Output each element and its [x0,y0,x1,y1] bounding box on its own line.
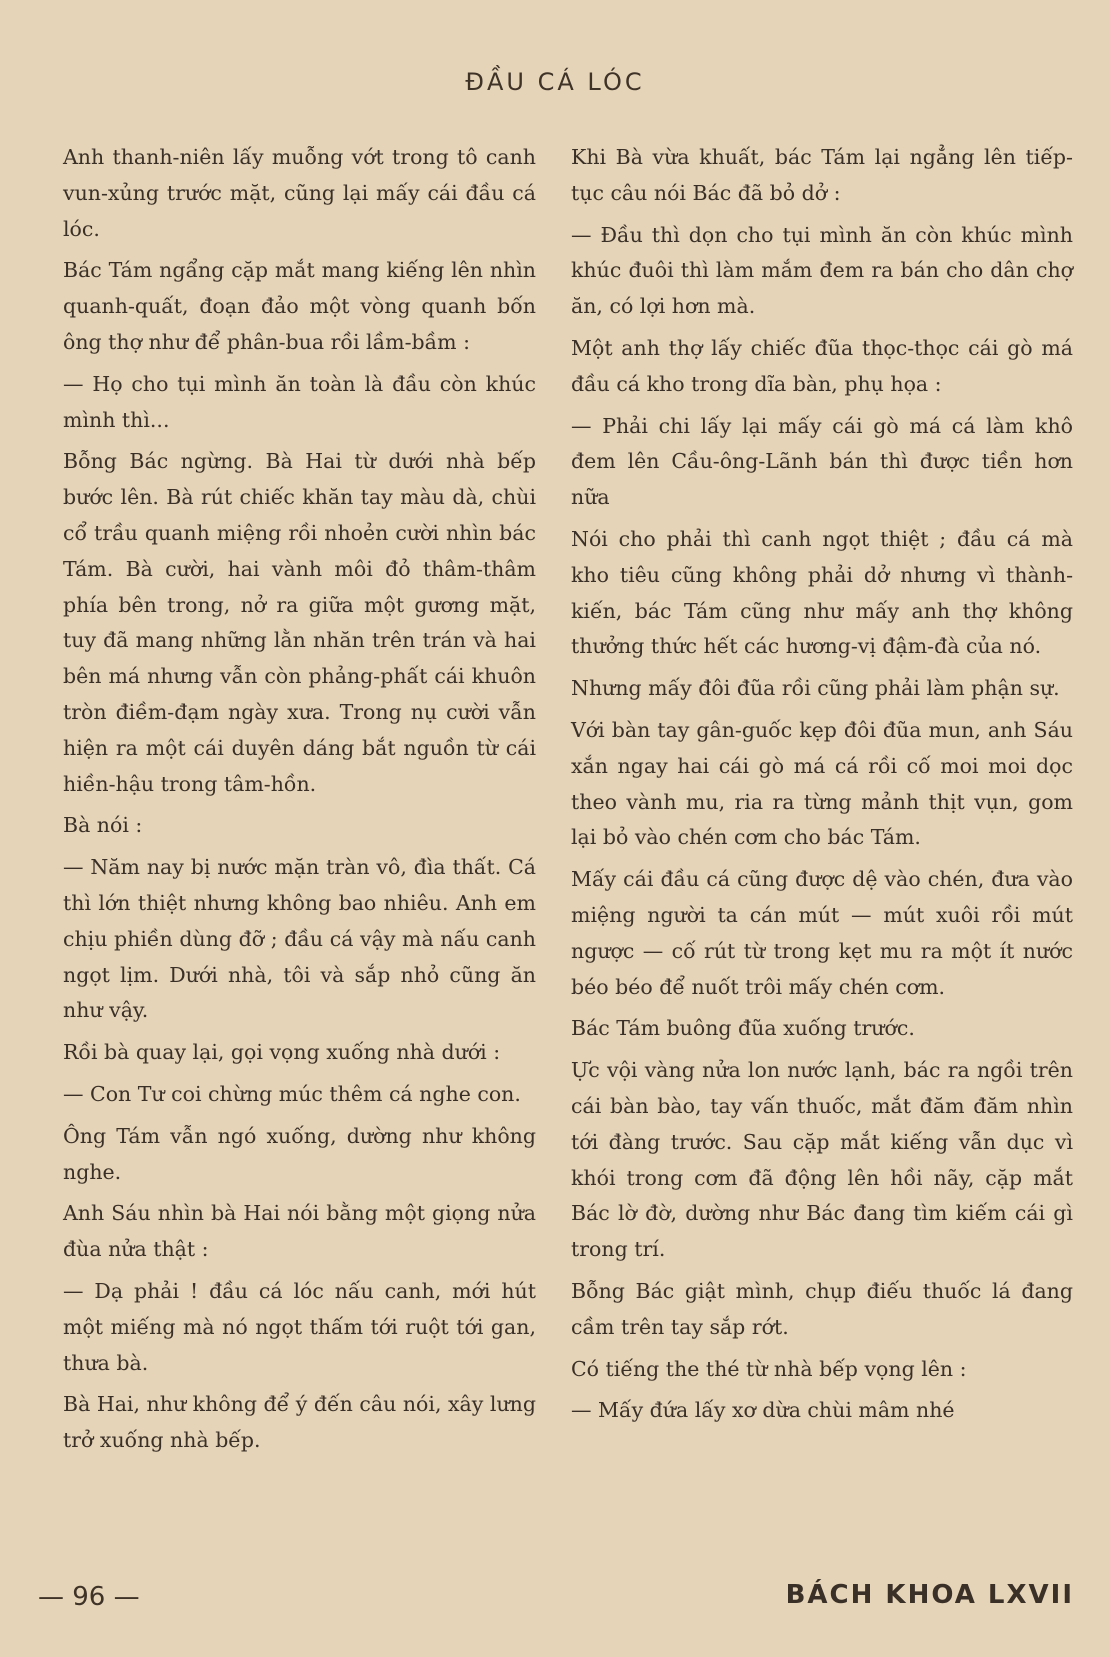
paragraph: Nhưng mấy đôi đũa rồi cũng phải làm phận sự. [571,676,1060,701]
paragraph: Bỗng Bác ngừng. Bà Hai từ dưới nhà bếp bước lên. Bà rút chiếc khăn tay màu dà, chùi cổ trầu quanh miệng rồi nhoẻn cười nhìn bác Tám. Bà cười, hai vành môi đỏ thâm-thâm phía bên trong, nở ra giữa một gương mặt, tuy đã mang những lằn nhăn trên trán và hai bên má nhưng vẫn còn phảng-phất cái khuôn tròn điềm-đạm ngày xưa. Trong nụ cười vẫn hiện ra một cái duyên dáng bắt nguồn từ cái hiền-hậu trong tâm-hồn. [63,449,536,796]
right-column [571,140,1073,1435]
page-number: — 96 — [38,1582,140,1612]
paragraph: Bà nói : [63,813,143,838]
paragraph: Bác Tám buông đũa xuống trước. [571,1016,915,1041]
paragraph: Với bàn tay gân-guốc kẹp đôi đũa mun, anh Sáu xắn ngay hai cái gò má cá rồi cố moi moi dọc theo vành mu, ria ra từng mảnh thịt vụn, gom lại bỏ vào chén cơm cho bác Tám. [571,717,1073,850]
left-column [63,140,536,1465]
paragraph: Ông Tám vẫn ngó xuống, dường như không nghe. [63,1123,536,1184]
paragraph: — Năm nay bị nước mặn tràn vô, đìa thất. Cá thì lớn thiệt nhưng không bao nhiêu. Anh em chịu phiền dùng đỡ ; đầu cá vậy mà nấu canh ngọt lịm. Dưới nhà, tôi và sắp nhỏ cũng ăn như vậy. [63,855,536,1023]
paragraph: Có tiếng the thé từ nhà bếp vọng lên : [571,1356,967,1381]
paragraph: Bác Tám ngẩng cặp mắt mang kiếng lên nhìn quanh-quất, đoạn đảo một vòng quanh bốn ông thợ như để phân-bua rồi lầm-bầm : [63,258,536,354]
paragraph: — Con Tư coi chừng múc thêm cá nghe con. [63,1081,521,1106]
magazine-name: BÁCH KHOA LXVII [785,1580,1074,1610]
paragraph: Anh Sáu nhìn bà Hai nói bằng một giọng nửa đùa nửa thật : [63,1201,536,1262]
paragraph: Anh thanh-niên lấy muỗng vớt trong tô canh vun-xủng trước mặt, cũng lại mấy cái đầu cá lóc. [63,145,536,241]
paragraph: Mấy cái đầu cá cũng được dệ vào chén, đưa vào miệng người ta cán mút — mút xuôi rồi mút ngược — cố rút từ trong kẹt mu ra một ít nước béo béo để nuốt trôi mấy chén cơm. [571,867,1073,999]
paragraph: — Mấy đứa lấy xơ dừa chùi mâm nhé [571,1398,955,1423]
paragraph: Rồi bà quay lại, gọi vọng xuống nhà dưới : [63,1040,501,1065]
paragraph: Một anh thợ lấy chiếc đũa thọc-thọc cái gò má đầu cá kho trong dĩa bàn, phụ họa : [571,335,1073,396]
paragraph: — Dạ phải ! đầu cá lóc nấu canh, mới hút một miếng mà nó ngọt thấm tới ruột tới gan, thưa bà. [63,1278,536,1375]
paragraph: Khi Bà vừa khuất, bác Tám lại ngẳng lên tiếp-tục câu nói Bác đã bỏ dở : [571,145,1073,205]
paragraph: — Đầu thì dọn cho tụi mình ăn còn khúc mình khúc đuôi thì làm mắm đem ra bán cho dân chợ ăn, có lợi hơn mà. [571,222,1073,319]
paragraph: Ực vội vàng nửa lon nước lạnh, bác ra ngồi trên cái bàn bào, tay vấn thuốc, mắt đăm đăm nhìn tới đàng trước. Sau cặp mắt kiếng vẫn dục vì khói trong cơm đã động lên hồi nãy, cặp mắt Bác lờ đờ, dường như Bác đang tìm kiếm cái gì trong trí. [571,1058,1073,1262]
paragraph: — Họ cho tụi mình ăn toàn là đầu còn khúc mình thì... [63,371,536,432]
paragraph: Nói cho phải thì canh ngọt thiệt ; đầu cá mà kho tiêu cũng không phải dở nhưng vì thành-kiến, bác Tám cũng như mấy anh thợ không thưởng thức hết các hương-vị đậm-đà của nó. [571,526,1073,659]
page-title: ĐẦU CÁ LÓC [465,68,645,96]
paragraph: Bà Hai, như không để ý đến câu nói, xây lưng trở xuống nhà bếp. [63,1392,536,1453]
paragraph: Bỗng Bác giật mình, chụp điếu thuốc lá đang cầm trên tay sắp rớt. [571,1278,1073,1339]
paragraph: — Phải chi lấy lại mấy cái gò má cá làm khô đem lên Cầu-ông-Lãnh bán thì được tiền hơn nữa [571,413,1073,510]
